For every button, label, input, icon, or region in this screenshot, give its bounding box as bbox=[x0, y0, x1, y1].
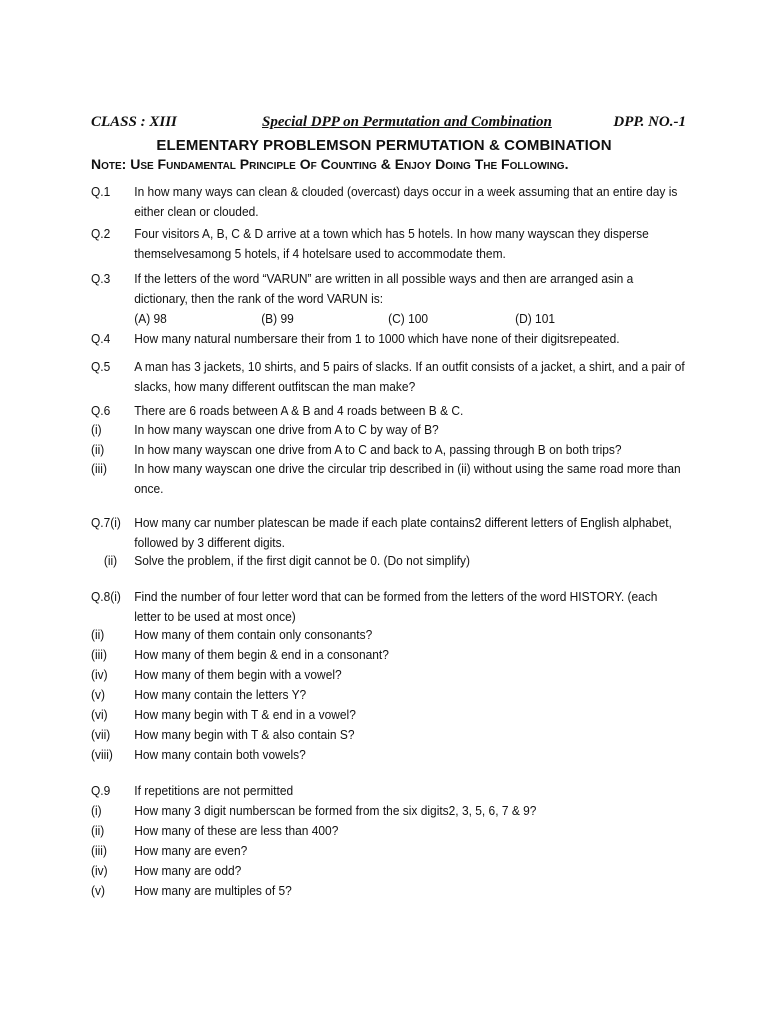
question-q8-i bbox=[91, 587, 658, 627]
answer-options bbox=[134, 309, 643, 329]
question-text: There are 6 roads between A & B and 4 roads between B & C. bbox=[134, 403, 464, 418]
question-text: How many begin with T & also contain S? bbox=[134, 727, 355, 742]
question-text: In how many ways can clean & clouded (overcast) days occur in a week assuming that an entire day is either clean or clouded. bbox=[134, 184, 678, 219]
question-label: (i) bbox=[91, 422, 102, 437]
question-label: (ii) bbox=[103, 553, 118, 568]
question-text: If the letters of the word “VARUN” are written in all possible ways and then are arranged asin a dictionary, then the rank of the word VARUN is: bbox=[134, 271, 634, 306]
dpp-subject: Special DPP on Permutation and Combination bbox=[262, 114, 552, 130]
question-q4 bbox=[91, 329, 643, 349]
question-label: Q.6 bbox=[91, 403, 111, 418]
question-text: How many are even? bbox=[134, 843, 248, 858]
question-q8-ii bbox=[91, 625, 643, 645]
question-q6-i bbox=[91, 420, 643, 440]
question-label: (i) bbox=[91, 803, 102, 818]
question-label: Q.4 bbox=[91, 331, 111, 346]
question-label: Q.5 bbox=[91, 359, 111, 374]
question-q6-iii bbox=[91, 459, 681, 499]
question-q7-i bbox=[91, 513, 672, 553]
question-q1 bbox=[91, 182, 678, 222]
question-q8-iv bbox=[91, 665, 643, 685]
question-label: (iii) bbox=[91, 843, 107, 858]
question-label: (ii) bbox=[91, 627, 105, 642]
question-label: (iv) bbox=[91, 863, 108, 878]
option-d: (D) 101 bbox=[515, 311, 556, 326]
question-text: How many contain the letters Y? bbox=[134, 687, 307, 702]
question-q6-ii bbox=[91, 440, 643, 460]
question-text: A man has 3 jackets, 10 shirts, and 5 pairs of slacks. If an outfit consists of a jacket, a shirt, and a pair of slacks, how many different outfitscan the man make? bbox=[134, 359, 685, 394]
question-text: In how many wayscan one drive from A to C and back to A, passing through B on both trips? bbox=[134, 442, 622, 457]
question-text: Four visitors A, B, C & D arrive at a town which has 5 hotels. In how many wayscan they disperse themselvesamong 5 hotels, if 4 hotelsare used to accommodate them. bbox=[134, 226, 649, 261]
question-q9-iii bbox=[91, 841, 643, 861]
question-q8-viii bbox=[91, 745, 643, 765]
question-label: (vii) bbox=[91, 727, 111, 742]
question-text: How many begin with T & end in a vowel? bbox=[134, 707, 356, 722]
question-label: (ii) bbox=[91, 442, 105, 457]
question-text: How many car number platescan be made if each plate contains2 different letters of English alphabet, followed by 3 different digits. bbox=[134, 515, 672, 550]
question-q9-iv bbox=[91, 861, 643, 881]
question-text: Find the number of four letter word that can be formed from the letters of the word HISTORY. (each letter to be used at most once) bbox=[134, 589, 658, 624]
question-q6 bbox=[91, 401, 643, 421]
question-label: (v) bbox=[91, 687, 105, 702]
question-text: How many of these are less than 400? bbox=[134, 823, 339, 838]
question-q8-vii bbox=[91, 725, 643, 745]
question-q9-i bbox=[91, 801, 643, 821]
note-line: Note: Use Fundamental Principle Of Counting & Enjoy Doing The Following. bbox=[91, 156, 569, 172]
question-q3 bbox=[91, 269, 643, 329]
page-title: ELEMENTARY PROBLEMSON PERMUTATION & COMBINATION bbox=[156, 137, 612, 154]
question-q5 bbox=[91, 357, 685, 397]
question-q8-iii bbox=[91, 645, 643, 665]
question-label: Q.9 bbox=[91, 783, 111, 798]
question-text: In how many wayscan one drive the circular trip described in (ii) without using the same road more than once. bbox=[134, 461, 681, 496]
document-header bbox=[91, 114, 686, 134]
dpp-number: DPP. NO.-1 bbox=[613, 114, 686, 130]
question-q9-v bbox=[91, 881, 643, 901]
class-label: CLASS : XIII bbox=[91, 114, 177, 130]
question-text: How many are multiples of 5? bbox=[134, 883, 292, 898]
question-text: How many 3 digit numberscan be formed from the six digits2, 3, 5, 6, 7 & 9? bbox=[134, 803, 537, 818]
question-label: Q.1 bbox=[91, 184, 111, 199]
question-label: (viii) bbox=[91, 747, 113, 762]
question-text: How many natural numbersare their from 1 to 1000 which have none of their digitsrepeated. bbox=[134, 331, 620, 346]
question-q2 bbox=[91, 224, 649, 264]
question-text: Solve the problem, if the first digit cannot be 0. (Do not simplify) bbox=[134, 553, 470, 568]
option-b: (B) 99 bbox=[261, 311, 294, 326]
option-c: (C) 100 bbox=[388, 311, 429, 326]
option-a: (A) 98 bbox=[134, 311, 167, 326]
question-label: (v) bbox=[91, 883, 105, 898]
question-q9-ii bbox=[91, 821, 643, 841]
question-q8-v bbox=[91, 685, 643, 705]
question-label: Q.8(i) bbox=[91, 589, 121, 604]
question-q9 bbox=[91, 781, 643, 801]
question-label: (iii) bbox=[91, 647, 107, 662]
question-text: In how many wayscan one drive from A to C by way of B? bbox=[134, 422, 439, 437]
question-label: Q.2 bbox=[91, 226, 111, 241]
question-label: (ii) bbox=[91, 823, 105, 838]
question-label: (vi) bbox=[91, 707, 108, 722]
question-text: How many are odd? bbox=[134, 863, 242, 878]
question-text: How many of them begin with a vowel? bbox=[134, 667, 342, 682]
question-label: (iv) bbox=[91, 667, 108, 682]
question-label: Q.3 bbox=[91, 271, 111, 286]
question-q7-ii bbox=[91, 551, 643, 571]
question-label: (iii) bbox=[91, 461, 107, 476]
question-text: How many of them contain only consonants? bbox=[134, 627, 373, 642]
question-q8-vi bbox=[91, 705, 643, 725]
question-text: How many contain both vowels? bbox=[134, 747, 306, 762]
question-text: How many of them begin & end in a consonant? bbox=[134, 647, 389, 662]
question-label: Q.7(i) bbox=[91, 515, 121, 530]
question-text: If repetitions are not permitted bbox=[134, 783, 294, 798]
